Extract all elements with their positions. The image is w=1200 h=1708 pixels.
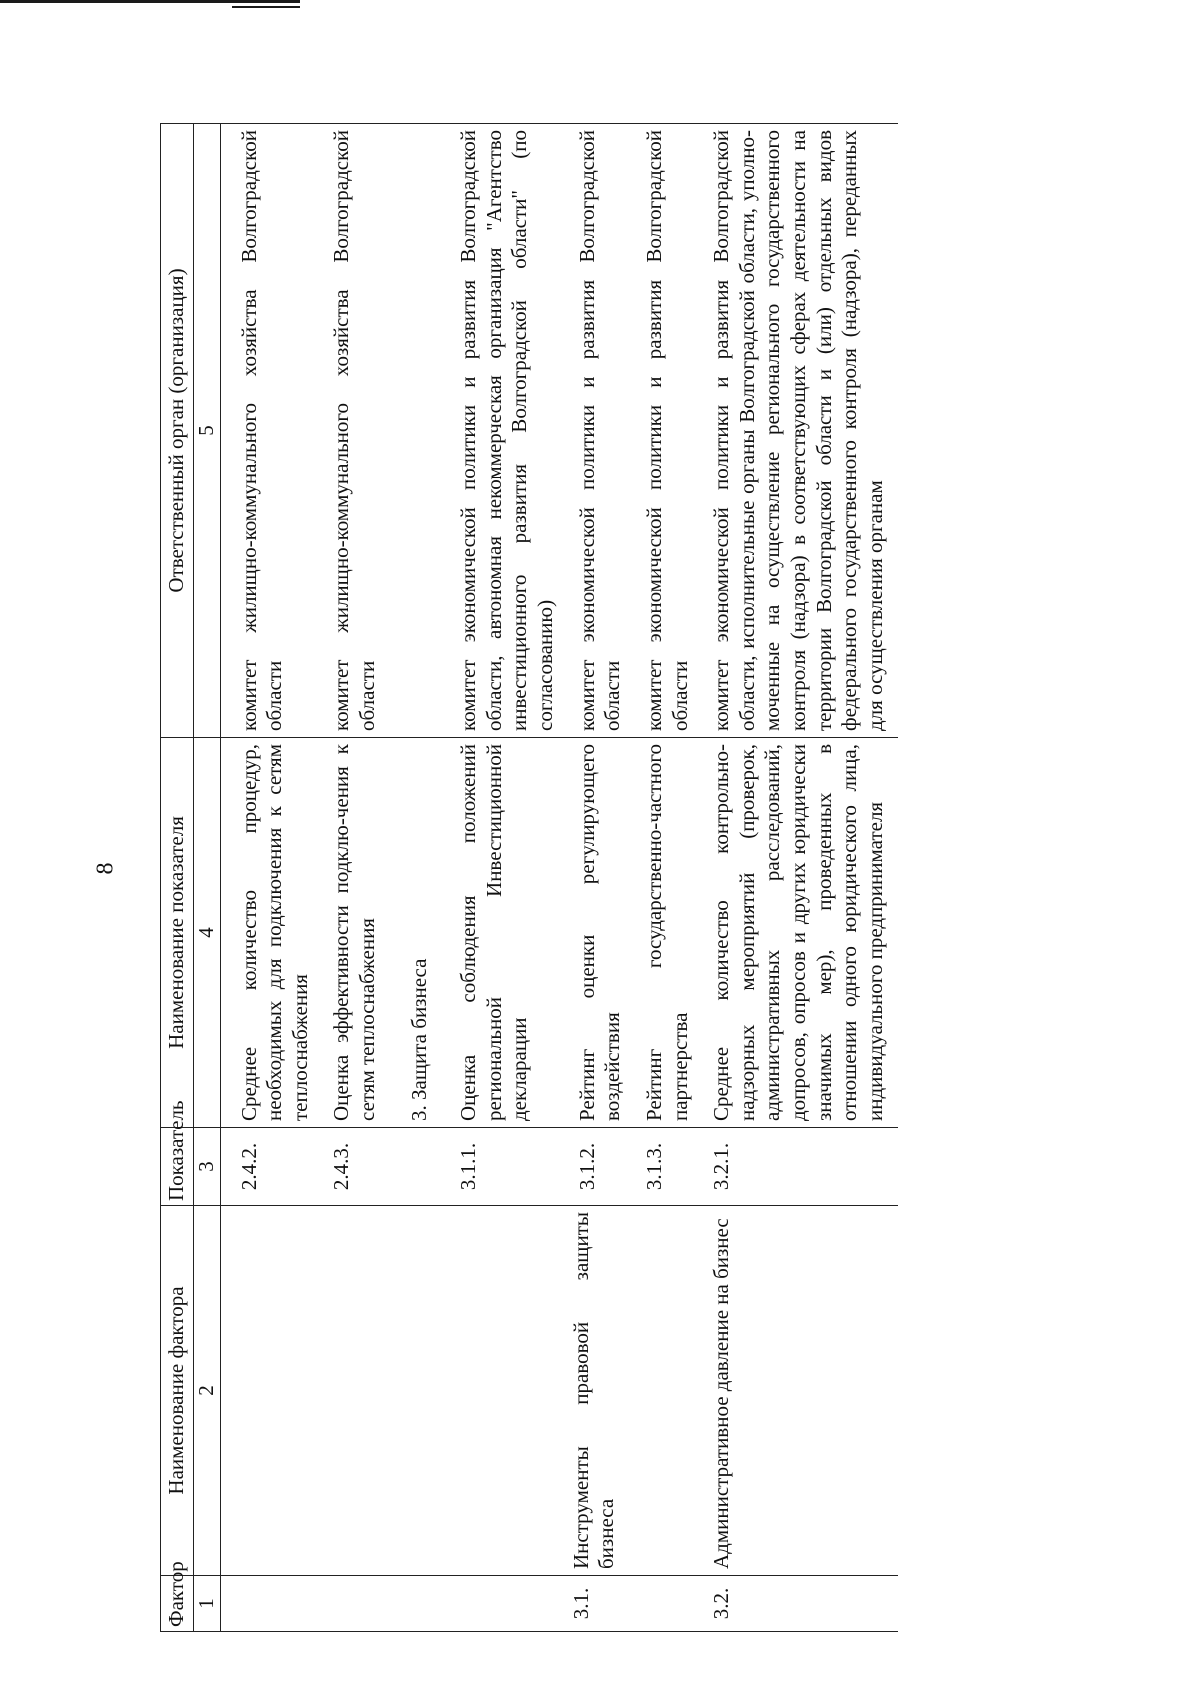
factor-name bbox=[231, 1206, 324, 1576]
column-number: 1 bbox=[194, 1576, 221, 1632]
page-number: 8 bbox=[92, 862, 119, 875]
indicator-code: 2.4.2. bbox=[231, 1128, 324, 1206]
factor-code: 3.1. bbox=[569, 1576, 636, 1632]
spacer-row bbox=[220, 124, 231, 1632]
responsible-body: комитет экономической политики и развития Волгоградской области bbox=[569, 124, 636, 738]
responsible-body: комитет экономической политики и развития Волгоградской области, исполнительные органы Волгоградской области, уполно-моченные на осуществление регионального государственного контроля (надзора) в соответствующих сферах деятельности на территории Волгоградской области и (или) отдельных видов федерального государственного контроля (надзора), переданных для осуществления органам bbox=[703, 124, 898, 738]
header-factor: Фактор bbox=[161, 1576, 194, 1632]
responsible-body: комитет жилищно-коммунального хозяйства Волгоградской области bbox=[231, 124, 324, 738]
indicator-code: 3.1.2. bbox=[569, 1128, 636, 1206]
factors-table bbox=[160, 123, 898, 1632]
rotated-table-container bbox=[160, 124, 1050, 1632]
factor-name: Административное давление на бизнес bbox=[703, 1206, 898, 1576]
header-responsible: Ответственный орган (организация) bbox=[161, 124, 194, 738]
factor-code bbox=[323, 1576, 390, 1632]
table-row bbox=[703, 124, 898, 1632]
indicator-name: Рейтинг оценки регулирующего воздействия bbox=[569, 738, 636, 1128]
indicator-code: 3.2.1. bbox=[703, 1128, 898, 1206]
indicator-name: Оценка эффективности подклю-чения к сетям теплоснабжения bbox=[323, 738, 390, 1128]
column-number-row bbox=[194, 124, 221, 1632]
factor-name: Инструменты правовой защиты бизнеса bbox=[569, 1206, 636, 1576]
indicator-code: 3.1.3. bbox=[636, 1128, 703, 1206]
indicator-name: Среднее количество процедур, необходимых для подключения к сетям теплоснабжения bbox=[231, 738, 324, 1128]
column-number: 3 bbox=[194, 1128, 221, 1206]
responsible-body: комитет жилищно-коммунального хозяйства Волгоградской области bbox=[323, 124, 390, 738]
indicator-name: Оценка соблюдения положений региональной Инвестиционной декларации bbox=[450, 738, 568, 1128]
table-row bbox=[636, 124, 703, 1632]
factor-code: 3.2. bbox=[703, 1576, 898, 1632]
section-heading: 3. Защита бизнеса bbox=[391, 738, 451, 1128]
factor-code bbox=[636, 1576, 703, 1632]
header-factor-name: Наименование фактора bbox=[161, 1206, 194, 1576]
column-number: 2 bbox=[194, 1206, 221, 1576]
factor-name bbox=[636, 1206, 703, 1576]
factor-name bbox=[450, 1206, 568, 1576]
header-indicator: Показатель bbox=[161, 1128, 194, 1206]
column-number: 4 bbox=[194, 738, 221, 1128]
factor-code bbox=[450, 1576, 568, 1632]
indicator-name: Рейтинг государственно-частного партнерства bbox=[636, 738, 703, 1128]
table-row bbox=[323, 124, 390, 1632]
responsible-body: комитет экономической политики и развития Волгоградской области, автономная некоммерческая организация "Агентство инвестиционного развития Волгоградской области" (по согласованию) bbox=[450, 124, 568, 738]
factor-name bbox=[323, 1206, 390, 1576]
table-row bbox=[569, 124, 636, 1632]
responsible-body: комитет экономической политики и развития Волгоградской области bbox=[636, 124, 703, 738]
scan-edge-line bbox=[0, 0, 300, 3]
section-heading-row bbox=[391, 124, 451, 1632]
column-number: 5 bbox=[194, 124, 221, 738]
table-row bbox=[231, 124, 324, 1632]
factor-code bbox=[231, 1576, 324, 1632]
indicator-code: 3.1.1. bbox=[450, 1128, 568, 1206]
indicator-code: 2.4.3. bbox=[323, 1128, 390, 1206]
table-row bbox=[450, 124, 568, 1632]
table-header-row bbox=[161, 124, 194, 1632]
scan-edge-line bbox=[232, 6, 300, 8]
indicator-name: Среднее количество контрольно-надзорных мероприятий (проверок, административных расследований, допросов, опросов и других юридически значимых мер), проведенных в отношении одного юридического лица, индивидуального предпринимателя bbox=[703, 738, 898, 1128]
header-indicator-name: Наименование показателя bbox=[161, 738, 194, 1128]
